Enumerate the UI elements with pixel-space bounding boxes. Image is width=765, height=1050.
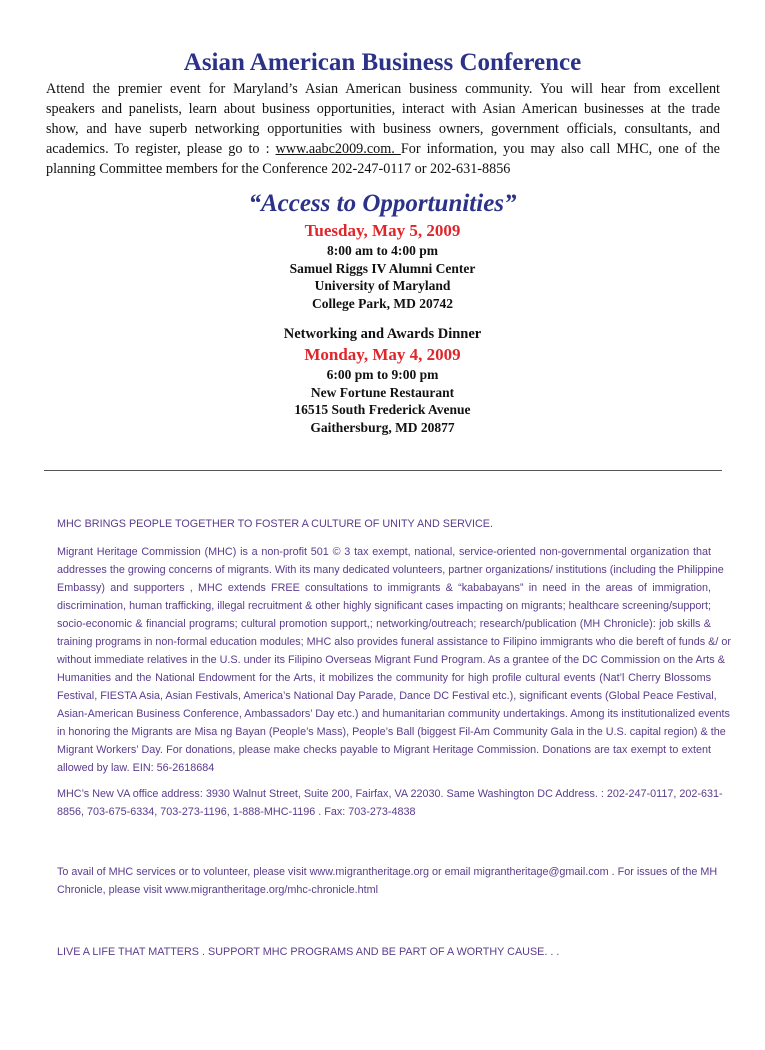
dinner-venue: New Fortune Restaurant [310,384,455,400]
intro-line: show, and have superb networking opportunities with business owners, government officials, consultants, and [46,121,720,137]
about-line: discrimination, human trafficking, illegal recruitment & other highly significant cases impacting on migrants; healthcare screening/support; [57,600,711,612]
conference-details [0,220,765,312]
mhc-about [57,543,731,777]
volunteer-line: Chronicle, please visit www.migrantheritage.org/mhc-chronicle.html [57,884,379,896]
about-line: Migrant Heritage Commission (MHC) is a non-profit 501 © 3 tax exempt, national, service-oriented non-governmental organization that [57,546,711,558]
conference-date: Tuesday, May 5, 2009 [304,221,461,240]
dinner-heading: Networking and Awards Dinner [283,326,482,342]
dinner-date: Monday, May 4, 2009 [304,345,461,364]
about-line: addresses the growing concerns of migrants. With its many dedicated volunteers, partner organizations/ institutions (including the Philippine [57,564,724,576]
about-line: Festival, FIESTA Asia, Asian Festivals, America’s National Day Parade, Dance DC Festival etc.), significant events (Global Peace Festival, [57,690,717,702]
intro-line-register [46,139,720,159]
volunteer-line: To avail of MHC services or to volunteer, please visit www.migrantheritage.org or email migrantheritage@gmail.com . For issues of the MH [57,866,718,878]
about-line: in honoring the Migrants are Misa ng Bayan (People’s Mass), People’s Ball (biggest Fil-Am Community Gala in the U.S. capital region) & the [57,726,726,738]
mhc-closing: LIVE A LIFE THAT MATTERS . SUPPORT MHC PROGRAMS AND BE PART OF A WORTHY CAUSE. . . [57,946,560,958]
info-text: For information, you may also call MHC, one of the [400,141,720,157]
intro-line: Attend the premier event for Maryland’s Asian American business community. You will hear from excellent [46,81,720,97]
mhc-address [57,785,723,821]
intro-paragraph [46,79,720,179]
section-divider [44,470,722,471]
about-line: Migrant Workers’ Day. For donations, please make checks payable to Migrant Heritage Commission. Donations are tax exempt to extent [57,744,711,756]
page-title: Asian American Business Conference [183,49,582,76]
address-line: 8856, 703-675-6334, 703-273-1196, 1-888-MHC-1196 . Fax: 703-273-4838 [57,806,416,818]
register-link[interactable]: www.aabc2009.com. [275,141,401,157]
about-line: without immediate relatives in the U.S. under its Filipino Overseas Migrant Fund Program. As a grantee of the DC Commission on the Arts & [57,654,725,666]
conference-venue: Samuel Riggs IV Alumni Center [289,260,476,276]
mhc-motto: MHC BRINGS PEOPLE TOGETHER TO FOSTER A CULTURE OF UNITY AND SERVICE. [57,518,493,530]
conference-institution: University of Maryland [314,278,451,293]
about-line: Embassy) and supporters , MHC extends FREE consultations to immigrants & “kababayans” in need in the areas of immigration, [57,582,711,594]
intro-line: planning Committee members for the Conference 202-247-0117 or 202-631-8856 [46,161,511,177]
register-text: academics. To register, please go to : [46,141,276,157]
dinner-time: 6:00 pm to 9:00 pm [326,367,439,382]
conference-city: College Park, MD 20742 [312,295,453,311]
about-line: Asian-American Business Conference, Ambassadors’ Day etc.) and humanitarian community undertakings. Among its institutionalized events [57,708,730,720]
address-line: MHC’s New VA office address: 3930 Walnut Street, Suite 200, Fairfax, VA 22030. Same Washington DC Address. : 202-247-0117, 202-631- [57,788,723,800]
about-line: training programs in non-formal education modules; MHC also provides funeral assistance to Filipino immigrants who die bereft of funds &/ or [57,636,731,648]
about-line: Humanities and the National Endowment for the Arts, it mobilizes the community for high profile cultural events (Nat’l Cherry Blossoms [57,672,711,684]
tagline: “Access to Opportunities” [248,190,517,217]
about-line: allowed by law. EIN: 56-2618684 [57,762,215,774]
about-line: socio-economic & financial programs; cultural promotion support,; networking/outreach; research/publication (MH Chronicle): job skills & [57,618,711,630]
intro-line: speakers and panelists, learn about business opportunities, interact with Asian American businesses at the trade [46,101,720,117]
conference-time: 8:00 am to 4:00 pm [327,243,438,258]
dinner-city: Gaithersburg, MD 20877 [310,419,455,435]
mhc-volunteer [57,863,718,899]
dinner-details [0,324,765,436]
dinner-street: 16515 South Frederick Avenue [294,402,471,417]
